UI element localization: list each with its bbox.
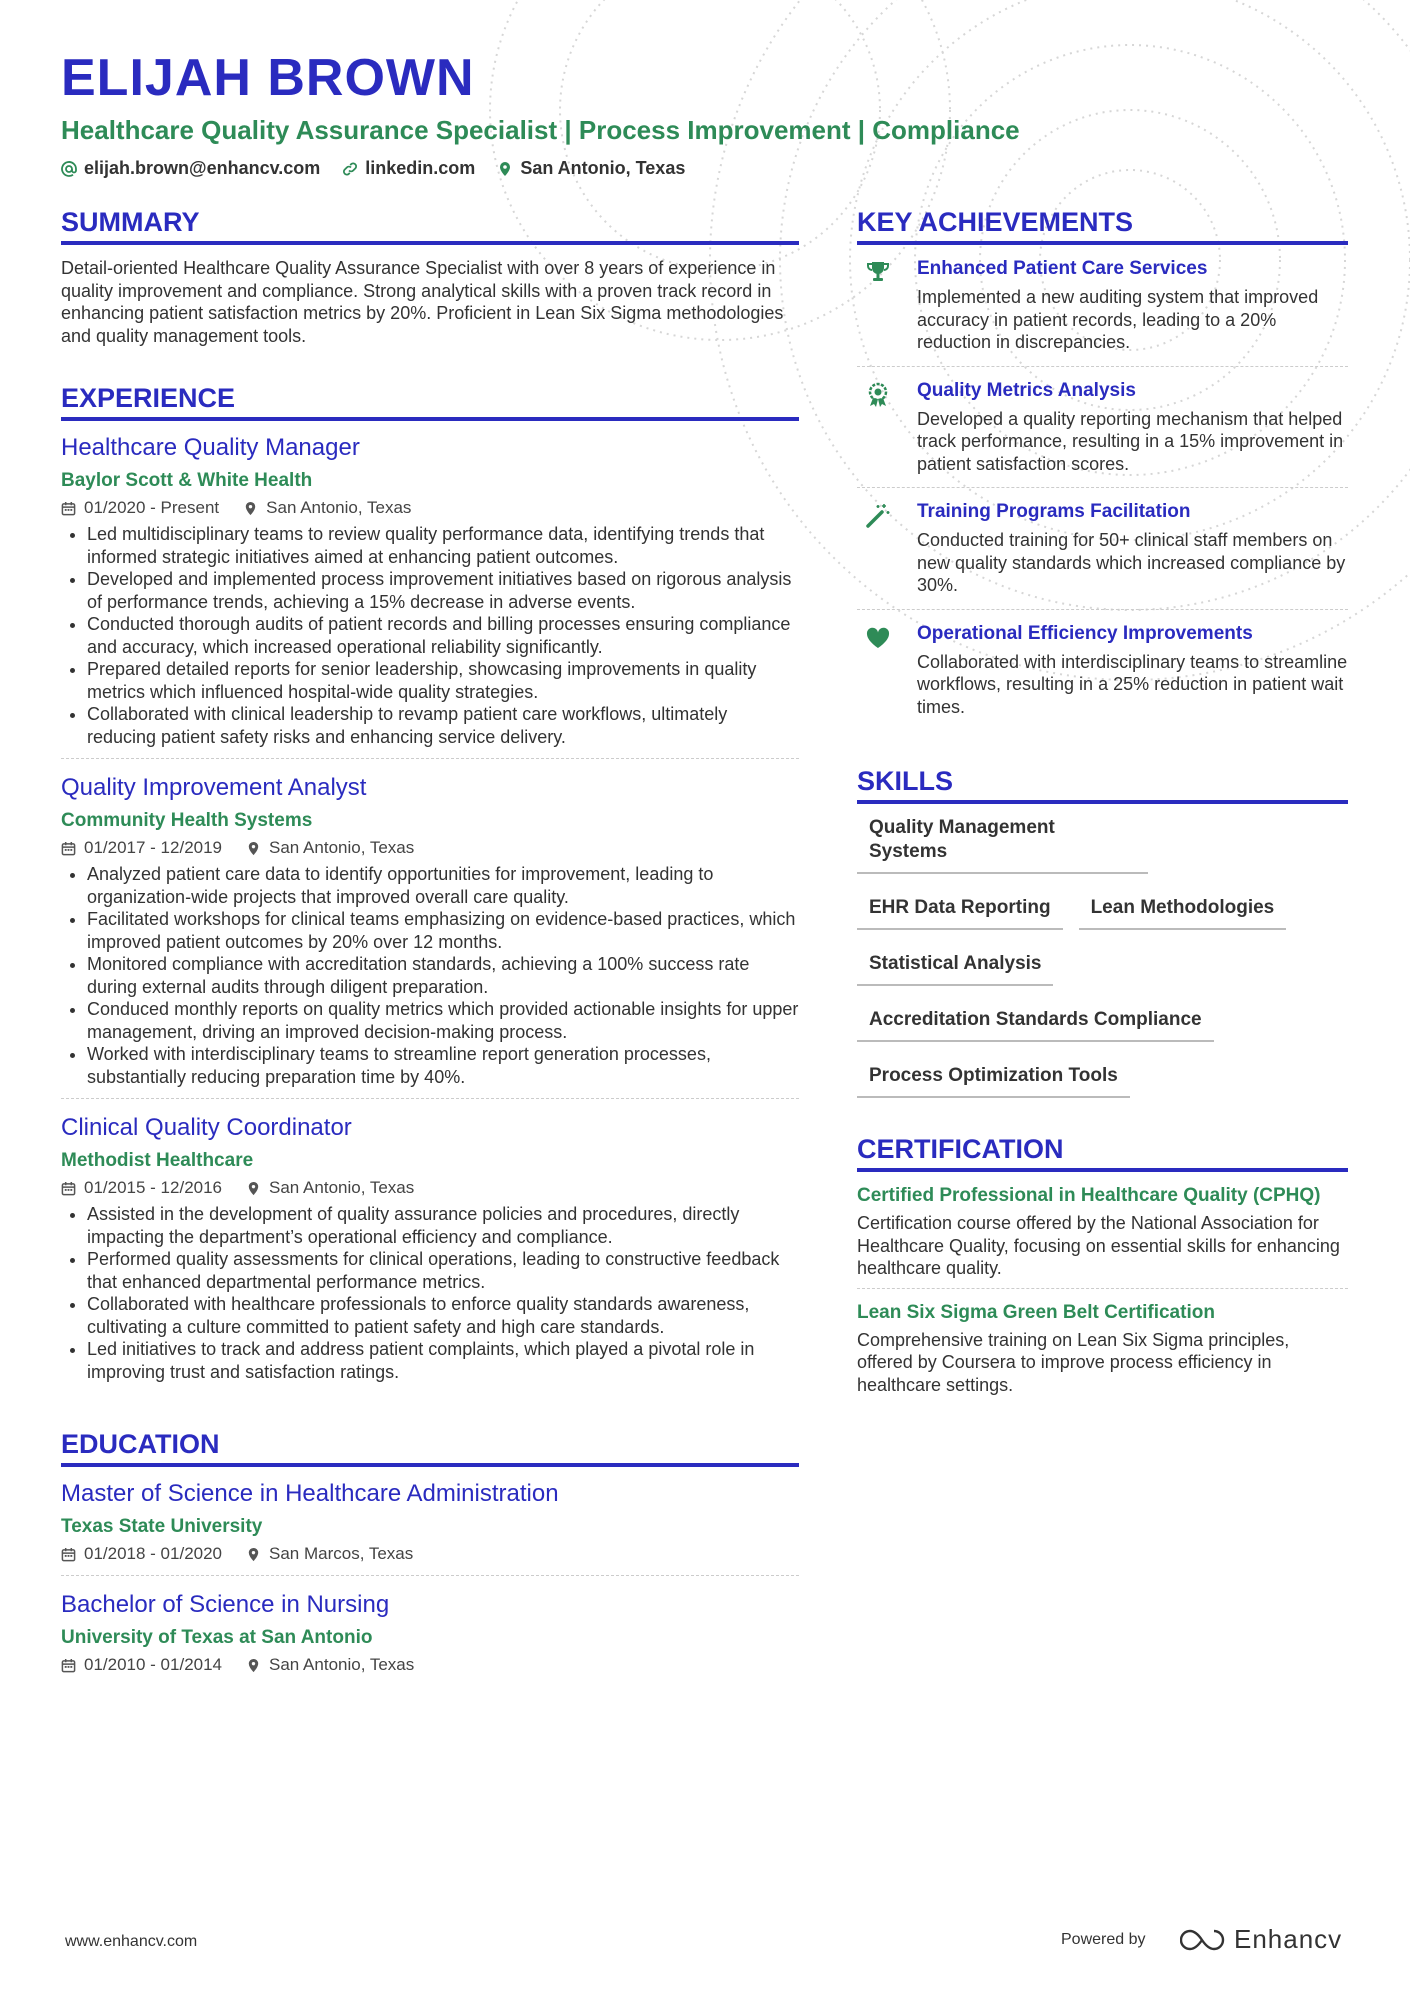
- location-pin-icon: [246, 1181, 261, 1196]
- job-dates: [61, 837, 222, 859]
- company-name: Baylor Scott & White Health: [61, 470, 313, 491]
- education-meta: [61, 1654, 799, 1676]
- education-location: [246, 1654, 414, 1676]
- experience-heading: EXPERIENCE: [61, 381, 799, 421]
- experience-item: [61, 433, 799, 759]
- dates-text: 01/2015 - 12/2016: [84, 1178, 223, 1197]
- company-name: Methodist Healthcare: [61, 1150, 254, 1171]
- skills-list: [857, 816, 1348, 1098]
- achievement-description: Developed a quality reporting mechanism that helped track performance, resulting in a 15% improvement in patient satisfaction scores.: [917, 408, 1344, 474]
- job-meta: [61, 837, 799, 859]
- company-name: Community Health Systems: [61, 810, 313, 831]
- education-dates: [61, 1543, 222, 1565]
- candidate-name: ELIJAH BROWN: [61, 49, 475, 107]
- location-pin-icon: [246, 1547, 261, 1562]
- school-name: Texas State University: [61, 1516, 263, 1537]
- certification-title: Certified Professional in Healthcare Quality (CPHQ): [857, 1185, 1321, 1206]
- certification-heading: CERTIFICATION: [857, 1132, 1348, 1172]
- location-text: San Antonio, Texas: [269, 1655, 415, 1674]
- achievements-section: [857, 205, 1348, 730]
- bullet-item: • Collaborated with clinical leadership to revamp patient care workflows, ultimately reducing patient safety risks and enhancing service delivery.: [87, 703, 799, 748]
- bullet-item: • Led multidisciplinary teams to review quality performance data, identifying trends that informed strategic initiatives aimed at enhancing patient outcomes.: [87, 523, 799, 568]
- location-text: San Antonio, Texas: [269, 838, 415, 857]
- skill-tag: Process Optimization Tools: [857, 1064, 1130, 1098]
- calendar-icon: [61, 1181, 76, 1196]
- bullet-item: • Conducted thorough audits of patient records and billing processes ensuring compliance and accuracy, which increased operational reliability significantly.: [87, 613, 799, 658]
- achievements-heading: KEY ACHIEVEMENTS: [857, 205, 1348, 245]
- degree-title: Bachelor of Science in Nursing: [61, 1591, 390, 1618]
- linkedin-text: linkedin.com: [365, 158, 476, 178]
- right-column: [857, 205, 1348, 1438]
- achievement-description: Conducted training for 50+ clinical staff members on new quality standards which increased compliance by 30%.: [917, 530, 1346, 595]
- summary-section: [61, 205, 799, 347]
- achievement-item: [857, 257, 1348, 367]
- dates-text: 01/2018 - 01/2020: [84, 1544, 223, 1563]
- left-column: [61, 205, 799, 1720]
- education-heading: EDUCATION: [61, 1427, 799, 1467]
- job-title: Healthcare Quality Manager: [61, 434, 360, 461]
- bullet-item: • Assisted in the development of quality assurance policies and procedures, directly impacting the department’s operational efficiency and compliance.: [87, 1203, 799, 1248]
- at-sign-icon: [61, 161, 77, 177]
- achievement-title: Quality Metrics Analysis: [917, 379, 1136, 401]
- resume-header: [61, 48, 1351, 179]
- achievement-item: [857, 379, 1348, 489]
- footer-url[interactable]: www.enhancv.com: [65, 1933, 198, 1950]
- dates-text: 01/2020 - Present: [84, 498, 220, 517]
- trophy-icon: [864, 259, 892, 287]
- location-text: San Antonio, Texas: [520, 158, 686, 178]
- experience-section: [61, 381, 799, 1393]
- skills-heading: SKILLS: [857, 764, 1348, 804]
- certification-section: [857, 1132, 1348, 1404]
- experience-item: [61, 773, 799, 1099]
- job-bullets: [61, 523, 799, 748]
- skill-tag: Quality Management Systems: [857, 816, 1148, 874]
- certification-item: [857, 1301, 1348, 1405]
- bullet-item: • Analyzed patient care data to identify opportunities for improvement, leading to organization-wide projects that improved overall care quality.: [87, 863, 799, 908]
- achievement-title: Enhanced Patient Care Services: [917, 258, 1208, 279]
- job-meta: [61, 1177, 799, 1199]
- dates-text: 01/2017 - 12/2019: [84, 838, 223, 857]
- contact-email[interactable]: [61, 158, 320, 179]
- certification-title: Lean Six Sigma Green Belt Certification: [857, 1301, 1215, 1323]
- bullet-item: • Monitored compliance with accreditation standards, achieving a 100% success rate during external audits through diligent preparation.: [87, 953, 799, 998]
- education-meta: [61, 1543, 799, 1565]
- bullet-item: • Collaborated with healthcare professionals to enforce quality standards awareness, cultivating a culture committed to patient safety and high care standards.: [87, 1293, 799, 1338]
- enhancv-brand-text: Enhancv: [1234, 1924, 1343, 1954]
- summary-heading: SUMMARY: [61, 205, 799, 245]
- bullet-item: • Prepared detailed reports for senior leadership, showcasing improvements in quality metrics which influenced hospital-wide quality strategies.: [87, 658, 799, 703]
- education-item: [61, 1479, 799, 1576]
- skill-tag: Statistical Analysis: [857, 952, 1053, 986]
- link-icon: [342, 161, 358, 177]
- bullet-item: • Led initiatives to track and address patient complaints, which played a pivotal role in improving trust and satisfaction ratings.: [87, 1338, 799, 1383]
- bullet-item: • Facilitated workshops for clinical teams emphasizing on evidence-based practices, which improved patient outcomes by 20% over 12 months.: [87, 908, 799, 953]
- education-section: [61, 1427, 799, 1686]
- job-location: [243, 497, 411, 519]
- heart-icon: [864, 624, 892, 652]
- location-pin-icon: [246, 841, 261, 856]
- award-ribbon-icon: [864, 381, 892, 409]
- certification-description: Certification course offered by the National Association for Healthcare Quality, focusing on essential skills for enhancing healthcare quality.: [857, 1213, 1340, 1278]
- experience-item: [61, 1113, 799, 1393]
- summary-text: Detail-oriented Healthcare Quality Assurance Specialist with over 8 years of experience in quality improvement and compliance. Strong analytical skills with a proven track record in enhancing patient satisfaction metrics by 20%. Proficient in Lean Six Sigma methodologies and quality management tools.: [61, 258, 784, 346]
- job-location: [246, 1177, 414, 1199]
- footer-powered-by: Powered by: [1061, 1931, 1146, 1948]
- job-bullets: [61, 863, 799, 1088]
- location-text: San Antonio, Texas: [266, 498, 412, 517]
- education-dates: [61, 1654, 222, 1676]
- achievement-description: Implemented a new auditing system that improved accuracy in patient records, leading to a 20% reduction in discrepancies.: [917, 287, 1319, 352]
- achievement-item: [857, 500, 1348, 610]
- dates-text: 01/2010 - 01/2014: [84, 1655, 223, 1674]
- job-title: Clinical Quality Coordinator: [61, 1114, 352, 1141]
- bullet-item: • Worked with interdisciplinary teams to streamline report generation processes, substantially reducing preparation time by 40%.: [87, 1043, 799, 1088]
- enhancv-logo[interactable]: [1180, 1924, 1342, 1955]
- candidate-tagline: Healthcare Quality Assurance Specialist | Process Improvement | Compliance: [61, 115, 1020, 145]
- contact-linkedin[interactable]: [342, 158, 475, 179]
- skill-tag: Lean Methodologies: [1079, 896, 1287, 930]
- bullet-item: • Performed quality assessments for clinical operations, leading to constructive feedback that enhanced departmental performance metrics.: [87, 1248, 799, 1293]
- magic-wand-icon: [864, 502, 892, 530]
- contact-row: [61, 158, 1351, 179]
- education-item: [61, 1590, 799, 1686]
- skill-tag: Accreditation Standards Compliance: [857, 1008, 1214, 1042]
- calendar-icon: [61, 1547, 76, 1562]
- calendar-icon: [61, 841, 76, 856]
- job-bullets: [61, 1203, 799, 1383]
- education-location: [246, 1543, 413, 1565]
- contact-location: [497, 158, 685, 179]
- skill-tag: EHR Data Reporting: [857, 896, 1063, 930]
- certification-description: Comprehensive training on Lean Six Sigma principles, offered by Coursera to improve process efficiency in healthcare settings.: [857, 1329, 1290, 1395]
- bullet-item: • Conduced monthly reports on quality metrics which provided actionable insights for upper management, driving an improved decision-making process.: [87, 998, 799, 1043]
- bullet-item: • Developed and implemented process improvement initiatives based on rigorous analysis of performance trends, achieving a 15% decrease in adverse events.: [87, 568, 799, 613]
- location-pin-icon: [246, 1658, 261, 1673]
- achievement-description: Collaborated with interdisciplinary teams to streamline workflows, resulting in a 25% reduction in patient wait times.: [917, 651, 1348, 717]
- achievement-item: [857, 622, 1348, 731]
- degree-title: Master of Science in Healthcare Administration: [61, 1480, 559, 1507]
- achievement-title: Training Programs Facilitation: [917, 501, 1191, 522]
- location-pin-icon: [497, 161, 513, 177]
- job-dates: [61, 1177, 222, 1199]
- certification-item: [857, 1184, 1348, 1289]
- email-text: elijah.brown@enhancv.com: [84, 158, 321, 178]
- location-text: San Antonio, Texas: [269, 1178, 415, 1197]
- calendar-icon: [61, 501, 76, 516]
- location-text: San Marcos, Texas: [269, 1544, 414, 1563]
- calendar-icon: [61, 1658, 76, 1673]
- job-meta: [61, 497, 799, 519]
- job-title: Quality Improvement Analyst: [61, 774, 367, 801]
- school-name: University of Texas at San Antonio: [61, 1627, 373, 1648]
- skills-section: [857, 764, 1348, 1098]
- location-pin-icon: [243, 501, 258, 516]
- achievement-title: Operational Efficiency Improvements: [917, 622, 1253, 644]
- enhancv-logo-icon: [1180, 1928, 1226, 1952]
- job-location: [246, 837, 414, 859]
- job-dates: [61, 497, 219, 519]
